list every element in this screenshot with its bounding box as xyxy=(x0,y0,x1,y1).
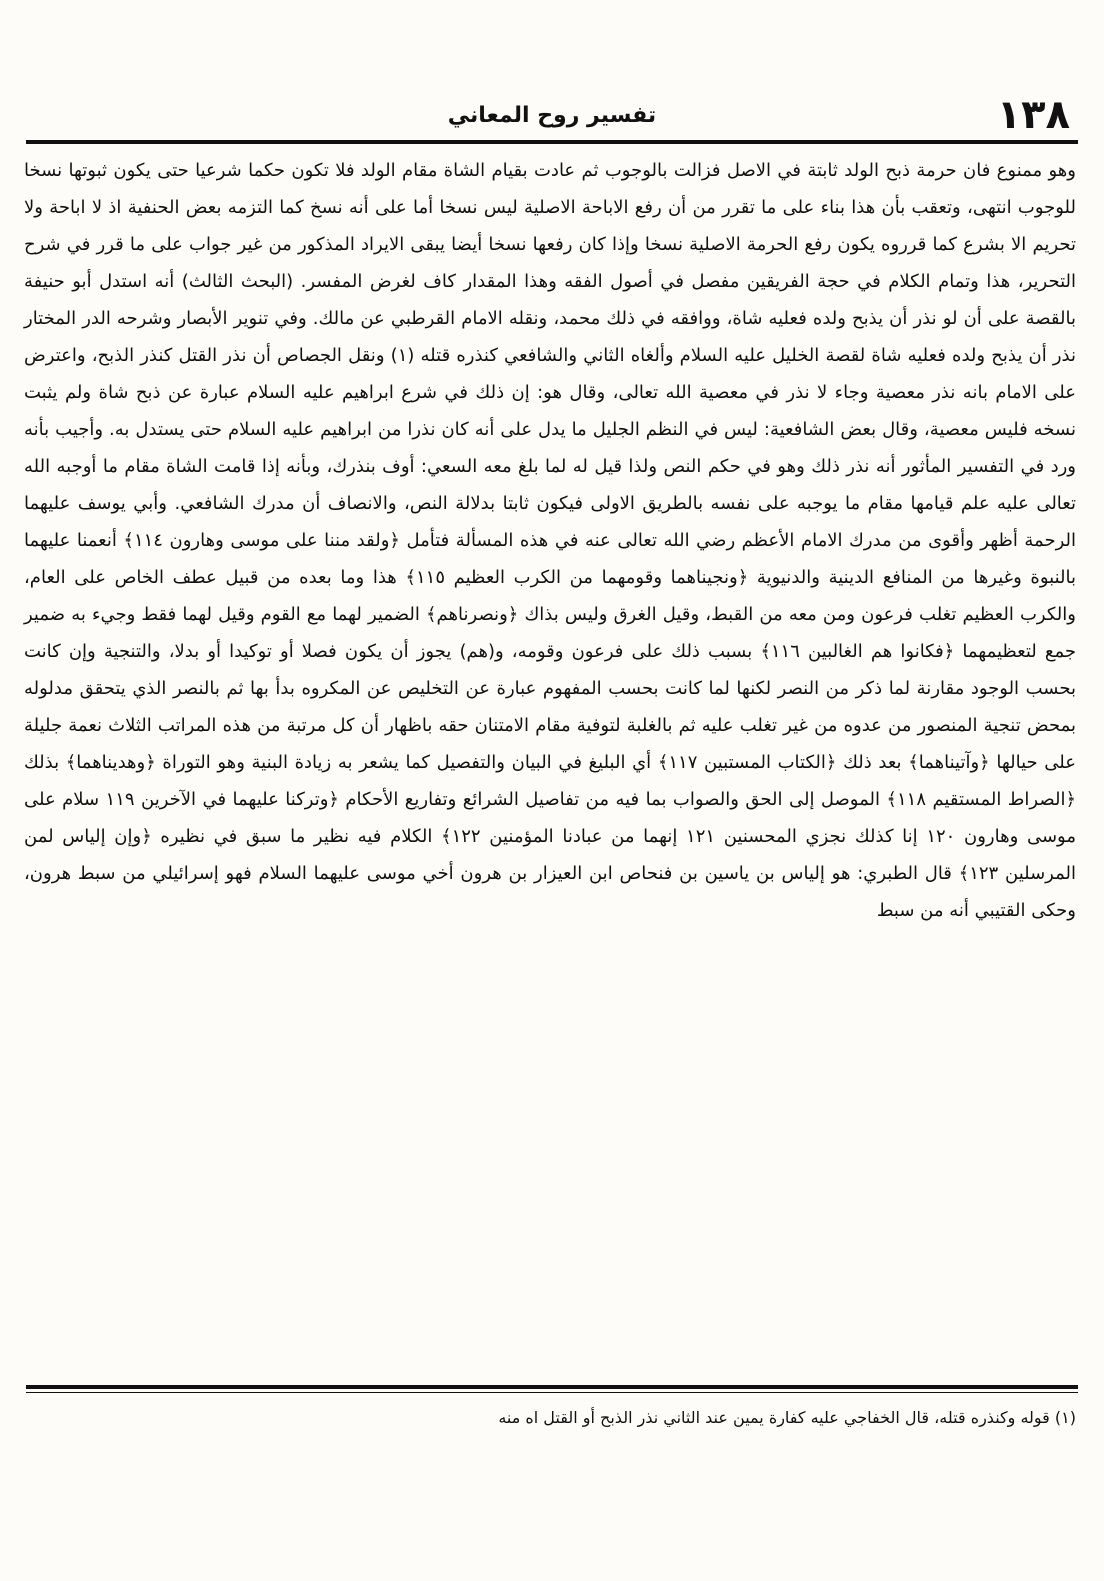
header-rule xyxy=(26,140,1078,144)
body-text: وهو ممنوع فان حرمة ذبح الولد ثابتة في الاصل فزالت بالوجوب ثم عادت بقيام الشاة مقام الولد فلا تكون حكما شرعيا حتى يكون ثبوتها نسخا للوجوب انتهى، وتعقب بأن هذا بناء على ما تقرر من أن رفع الاباحة الاصلية ليس نسخا أما على أنه نسخ كما التزمه بعض الحنفية اذ لا اباحة ولا تحريم الا بشرع كما قرروه يكون رفع الحرمة الاصلية نسخا وإذا كان رفعها نسخا أيضا يبقى الايراد المذكور من غير جواب على ما قرر في شرح التحرير، هذا وتمام الكلام في حجة الفريقين مفصل في أصول الفقه وهذا المقدار كاف لغرض المفسر. (البحث الثالث) أنه استدل أبو حنيفة بالقصة على أن لو نذر أن يذبح ولده فعليه شاة، ووافقه في ذلك محمد، ونقله الامام القرطبي عن مالك. وفي تنوير الأبصار وشرحه الدر المختار نذر أن يذبح ولده فعليه شاة لقصة الخليل عليه السلام وألغاه الثاني والشافعي كنذره قتله (١) ونقل الجصاص أن نذر القتل كنذر الذبح، واعترض على الامام بانه نذر معصية وجاء لا نذر في معصية الله تعالى، وقال هو: إن ذلك في شرع ابراهيم عليه السلام عبارة عن ذبح شاة ولم يثبت نسخه فليس معصية، وقال بعض الشافعية: ليس في النظم الجليل ما يدل على أنه كان نذرا من ابراهيم عليه السلام حتى يستدل به. وأجيب بأنه ورد في التفسير المأثور أنه نذر ذلك وهو في حكم النص ولذا قيل له لما بلغ معه السعي: أوف بنذرك، وبأنه إذا قامت الشاة مقام ما أوجبه الله تعالى عليه علم قيامها مقام ما يوجبه على نفسه بالطريق الاولى فيكون ثابتا بدلالة النص، والانصاف أن مدرك الشافعي. وأبي يوسف عليهما الرحمة أظهر وأقوى من مدرك الامام الأعظم رضي الله تعالى عنه في هذه المسألة فتأمل ﴿ولقد مننا على موسى وهارون ١١٤﴾ أنعمنا عليهما بالنبوة وغيرها من المنافع الدينية والدنيوية ﴿ونجيناهما وقومهما من الكرب العظيم ١١٥﴾ هذا وما بعده من قبيل عطف الخاص على العام، والكرب العظيم تغلب فرعون ومن معه من القبط، وقيل الغرق وليس بذاك ﴿ونصرناهم﴾ الضمير لهما مع القوم وقيل لهما فقط وجيء به ضمير جمع لتعظيمهما ﴿فكانوا هم الغالبين ١١٦﴾ بسبب ذلك على فرعون وقومه، و(هم) يجوز أن يكون فصلا أو توكيدا أو بدلا، والتنجية وإن كانت بحسب الوجود مقارنة لما ذكر من النصر لكنها لما كانت بحسب المفهوم عبارة عن التخليص عن المكروه بدأ بها ثم بالنصر الذي يتحقق مدلوله بمحض تنجية المنصور من عدوه من غير تغلب عليه ثم بالغلبة لتوفية مقام الامتنان حقه باظهار أن كل مرتبة من هذه المراتب الثلاث نعمة جليلة على حيالها ﴿وآتيناهما﴾ بعد ذلك ﴿الكتاب المستبين ١١٧﴾ أي البليغ في البيان والتفصيل كما يشعر به زيادة البنية وهو التوراة ﴿وهديناهما﴾ بذلك ﴿الصراط المستقيم ١١٨﴾ الموصل إلى الحق والصواب بما فيه من تفاصيل الشرائع وتفاريع الأحكام ﴿وتركنا عليهما في الآخرين ١١٩ سلام على موسى وهارون ١٢٠ إنا كذلك نجزي المحسنين ١٢١ إنهما من عبادنا المؤمنين ١٢٢﴾ الكلام فيه نظير ما سبق في نظيره ﴿وإن إلياس لمن المرسلين ١٢٣﴾ قال الطبري: هو إلياس بن ياسين بن فنحاص ابن العيزار بن هرون أخي موسى عليهما السلام فهو إسرائيلي من سبط هرون، وحكى القتيبي أنه من سبط xyxy=(24,160,1077,921)
footnote: (١) قوله وكنذره قتله، قال الخفاجي عليه كفارة يمين عند الثاني نذر الذبح أو القتل اه منه xyxy=(498,1408,1076,1427)
page-number: ١٣٨ xyxy=(996,92,1070,138)
running-title: تفسير روح المعاني xyxy=(447,103,657,128)
page-header xyxy=(28,94,1076,140)
footnote-rule-thin xyxy=(26,1392,1078,1393)
footnote-rule xyxy=(26,1385,1078,1389)
